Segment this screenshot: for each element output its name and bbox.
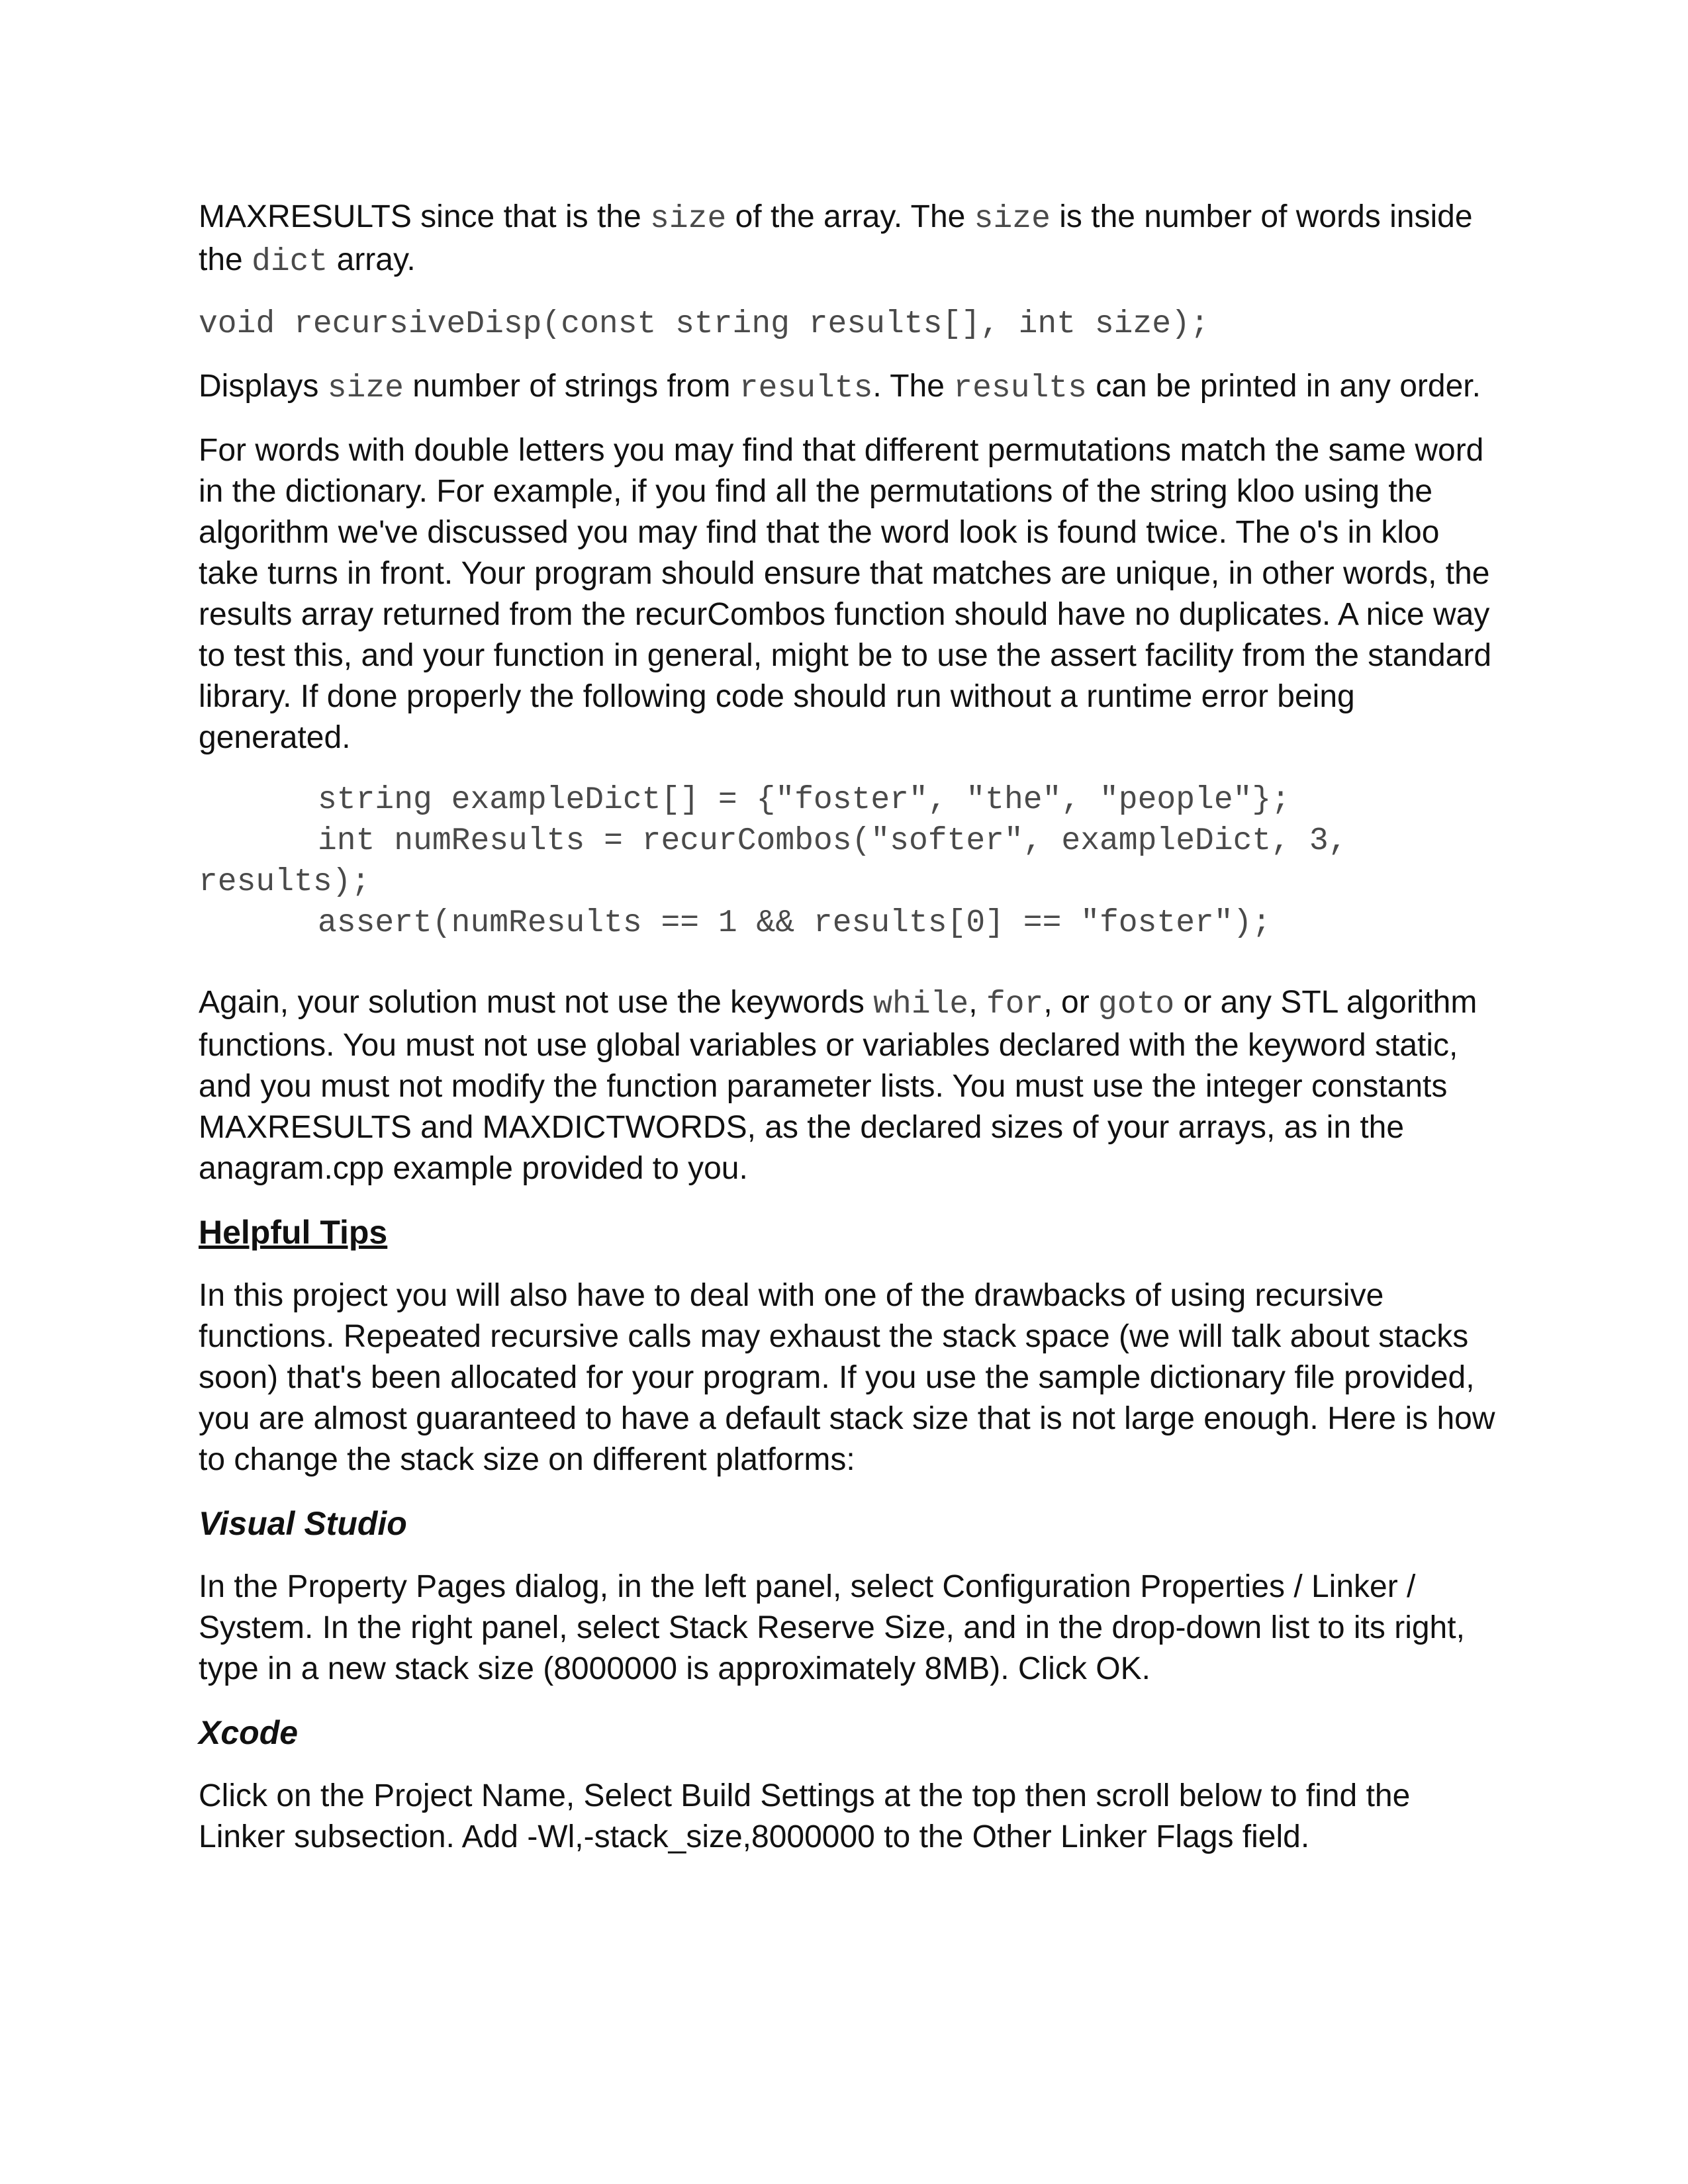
text-run: is the number of words inside the <box>199 199 1473 277</box>
heading-visual-studio: Visual Studio <box>199 1505 407 1542</box>
text-run: MAXRESULTS since that is the <box>199 199 651 234</box>
paragraph-double-letters: For words with double letters you may find that different permutations match the same word in the dictionary. For example, if you find all the permutations of the string kloo using the algorithm we've discussed you may find that the word look is found twice. The o's in kloo take turns in front. Your program should ensure that matches are unique, in other words, the results array returned from the recurCombos function should have no duplicates. A nice way to test this, and your function in general, might be to use the assert facility from the standard library. If done properly the following code should run without a runtime error being generated. <box>199 433 1492 755</box>
text-run: can be printed in any order. <box>1086 369 1481 404</box>
paragraph-stack-intro: In this project you will also have to deal with one of the drawbacks of using recursive functions. Repeated recursive calls may exhaust the stack space (we will talk about stacks soon) that's been allocated for your program. If you use the sample dictionary file provided, you are almost guaranteed to have a default stack size that is not large enough. Here is how to change the stack size on different platforms: <box>199 1278 1495 1477</box>
text-run: number of strings from <box>403 369 739 404</box>
paragraph-displays <box>199 366 1496 409</box>
heading-xcode: Xcode <box>199 1714 299 1751</box>
paragraph-xcode: Click on the Project Name, Select Build Settings at the top then scroll below to find the Linker subsection. Add -Wl,-stack_size,8000000 to the Other Linker Flags field. <box>199 1778 1411 1854</box>
code-dict: dict <box>252 244 328 280</box>
heading-helpful-tips: Helpful Tips <box>199 1214 388 1251</box>
code-size: size <box>327 371 404 406</box>
code-while: while <box>873 987 969 1023</box>
text-run: , <box>968 985 986 1020</box>
code-results: results <box>739 371 873 406</box>
function-signature: void recursiveDisp(const string results[], int size); <box>199 306 1209 342</box>
text-run: Displays <box>199 369 328 404</box>
text-run: . The <box>872 369 954 404</box>
code-for: for <box>986 987 1044 1023</box>
text-run: , or <box>1043 985 1099 1020</box>
paragraph-restrictions <box>199 982 1496 1189</box>
paragraph-maxresults <box>199 197 1496 283</box>
text-run: array. <box>328 242 416 277</box>
page-content <box>199 197 1496 1858</box>
text-run: Again, your solution must not use the keywords <box>199 985 874 1020</box>
text-run: of the array. The <box>726 199 974 234</box>
code-example <box>199 780 1496 944</box>
text-run: or any STL algorithm functions. You must not use global variables or variables declared with the keyword static, and you must not modify the function parameter lists. You must use the integer constants MAXRESULTS and MAXDICTWORDS, as the declared sizes of your arrays, as in the anagram.cpp example provided to you. <box>199 985 1477 1186</box>
code-line: int numResults = recurCombos("softer", exampleDict, 3, <box>318 823 1348 859</box>
code-results: results <box>953 371 1087 406</box>
code-size: size <box>650 201 727 237</box>
paragraph-visual-studio: In the Property Pages dialog, in the left panel, select Configuration Properties / Linker / System. In the right panel, select Stack Reserve Size, and in the drop-down list to its right, type in a new stack size (8000000 is approximately 8MB). Click OK. <box>199 1569 1465 1686</box>
code-goto: goto <box>1098 987 1175 1023</box>
code-line: results); <box>199 864 371 900</box>
code-line: assert(numResults == 1 && results[0] == "foster"); <box>318 905 1272 941</box>
code-line: string exampleDict[] = {"foster", "the", "people"}; <box>318 782 1291 818</box>
code-size: size <box>974 201 1051 237</box>
